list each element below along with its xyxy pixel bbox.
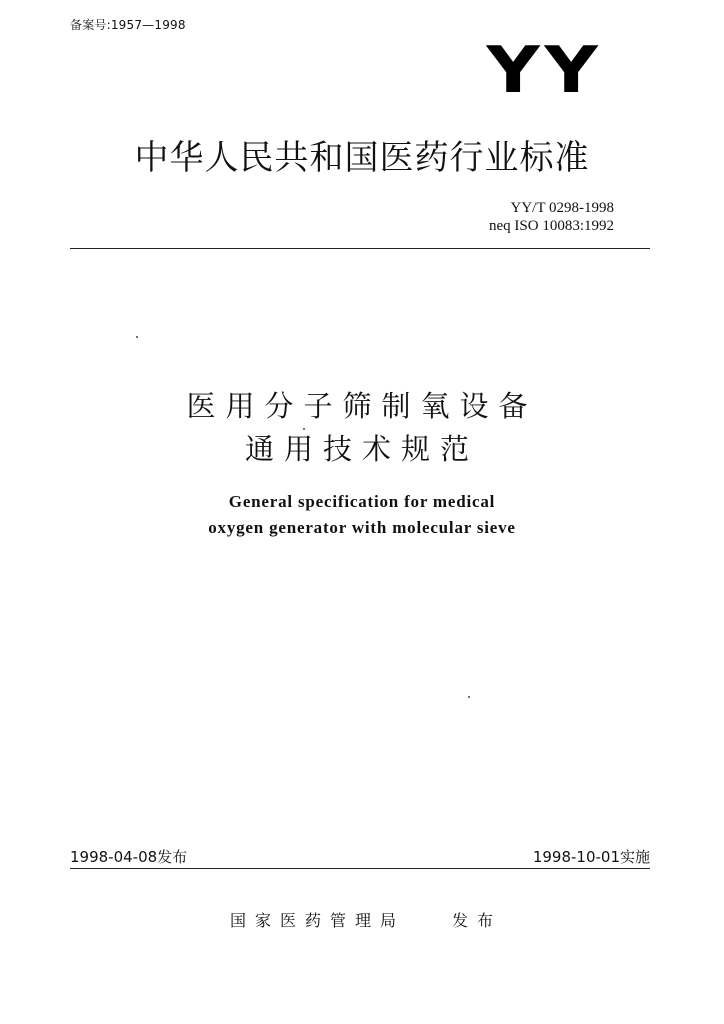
yy-logo (486, 34, 608, 108)
header-divider (70, 248, 650, 249)
footer-divider (70, 868, 650, 869)
standard-category-title: 中华人民共和国医药行业标准 (134, 138, 590, 178)
effective-date: 1998-10-01实施 (532, 848, 650, 866)
issue-date: 1998-04-08发布 (70, 848, 188, 866)
issuing-authority: 国家医药管理局 (230, 911, 406, 930)
standard-code: YY/T 0298-1998 (510, 200, 614, 216)
document-title-en-line-2: oxygen generator with molecular sieve (208, 518, 516, 537)
scan-speck (136, 336, 138, 338)
document-title-cn-line-1: 医用分子筛制氧设备 (186, 389, 538, 423)
document-title-en-line-1: General specification for medical (228, 492, 496, 511)
scan-speck (468, 696, 470, 698)
filing-number: 备案号:1957—1998 (70, 18, 186, 32)
iso-equivalence-code: neq ISO 10083:1992 (489, 218, 614, 234)
standard-code-block (489, 199, 614, 235)
logo-letter-1: Y (486, 34, 540, 108)
document-title-cn-line-2: 通用技术规范 (244, 432, 479, 466)
logo-letter-2: Y (544, 34, 598, 108)
issue-label: 发布 (452, 911, 503, 930)
